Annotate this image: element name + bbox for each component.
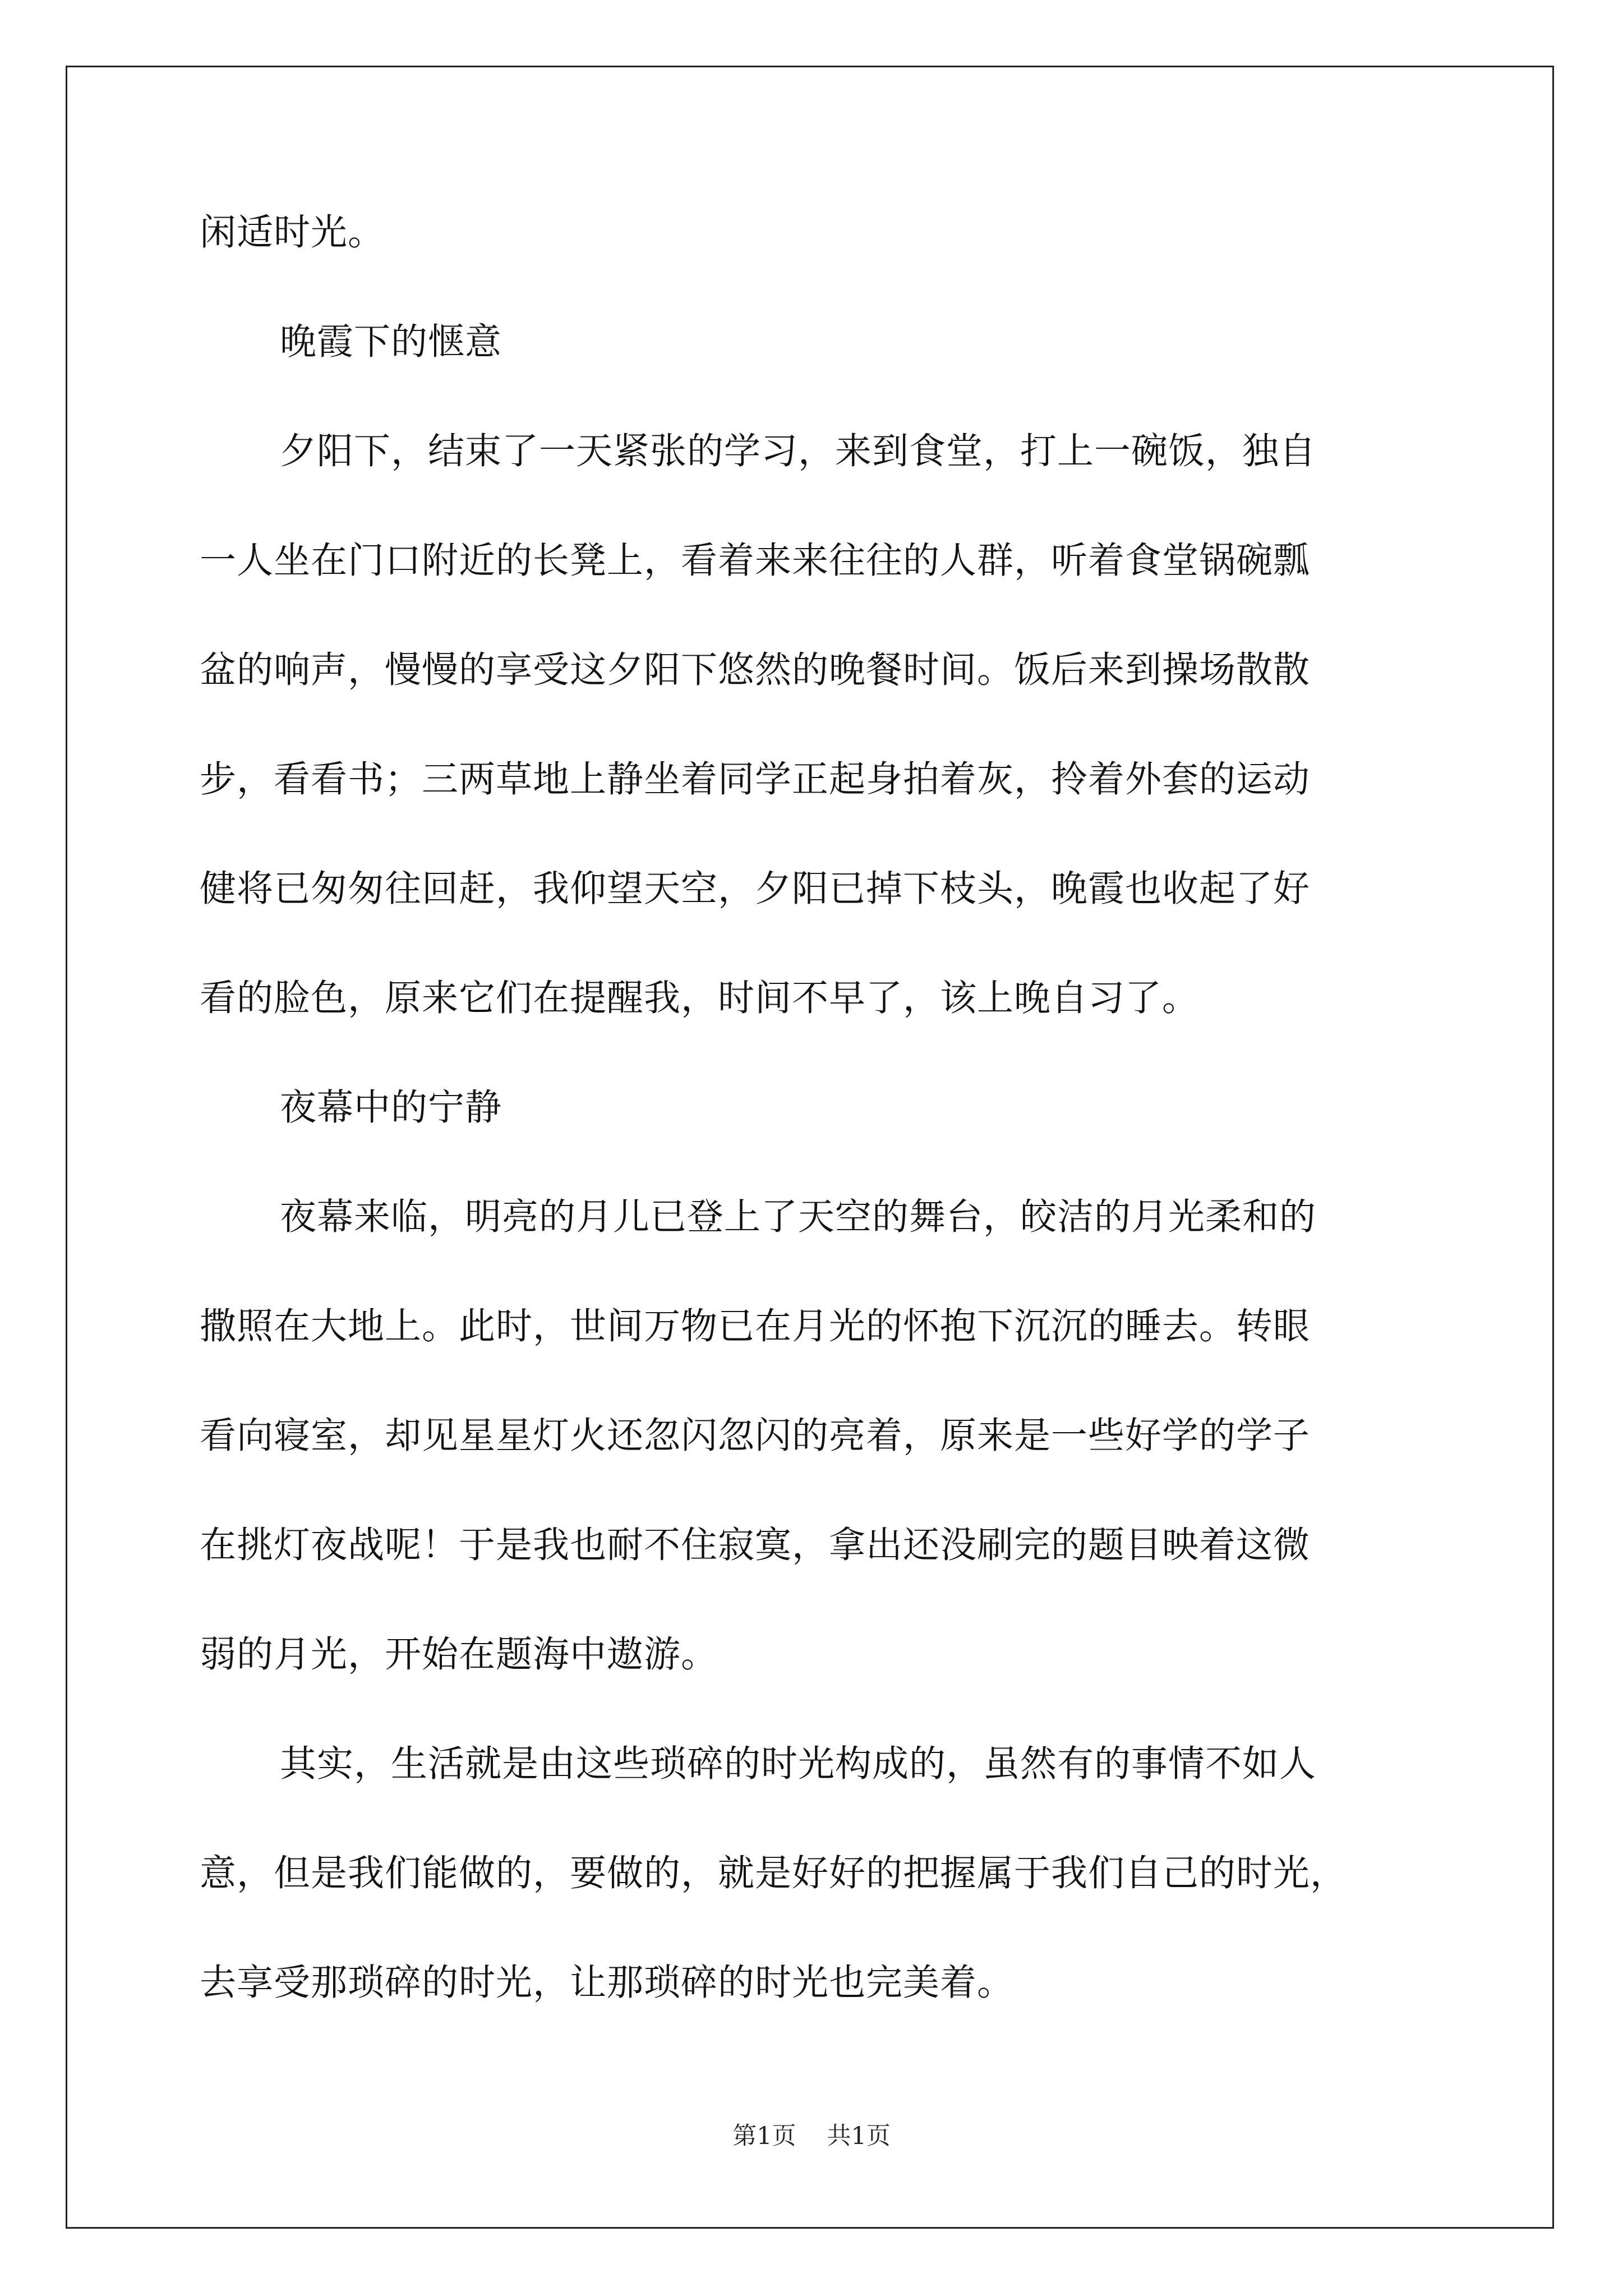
- text-line: 撒照在大地上。此时，世间万物已在月光的怀抱下沉沉的睡去。转眼: [200, 1305, 1311, 1347]
- text-line: 闲适时光。: [200, 211, 385, 254]
- page-number: 第1页: [732, 2122, 796, 2150]
- text-line: 步，看看书；三两草地上静坐着同学正起身拍着灰，拎着外套的运动: [200, 758, 1311, 800]
- text-line: 看的脸色，原来它们在提醒我，时间不早了，该上晚自习了。: [200, 977, 1200, 1019]
- text-line: 夕阳下，结束了一天紧张的学习，来到食堂，打上一碗饭，独自: [280, 430, 1317, 472]
- text-line: 健将已匆匆往回赶，我仰望天空，夕阳已掉下枝头，晚霞也收起了好: [200, 868, 1311, 910]
- text-line: 其实，生活就是由这些琐碎的时光构成的，虽然有的事情不如人: [280, 1743, 1317, 1785]
- text-line: 去享受那琐碎的时光，让那琐碎的时光也完美着。: [200, 1962, 1015, 2004]
- page-footer: [0, 2119, 1623, 2153]
- text-line: 意，但是我们能做的，要做的，就是好好的把握属于我们自己的时光，: [200, 1852, 1348, 1894]
- section-heading: 夜幕中的宁静: [280, 1087, 502, 1129]
- text-line: 一人坐在门口附近的长凳上，看着来来往往的人群，听着食堂锅碗瓢: [200, 540, 1311, 582]
- text-line: 弱的月光，开始在题海中遨游。: [200, 1634, 718, 1676]
- text-line: 夜幕来临，明亮的月儿已登上了天空的舞台，皎洁的月光柔和的: [280, 1196, 1317, 1238]
- text-line: 盆的响声，慢慢的享受这夕阳下悠然的晚餐时间。饭后来到操场散散: [200, 649, 1311, 691]
- text-line: 看向寝室，却见星星灯火还忽闪忽闪的亮着，原来是一些好学的学子: [200, 1415, 1311, 1457]
- text-line: 在挑灯夜战呢！于是我也耐不住寂寞，拿出还没刷完的题目映着这微: [200, 1524, 1311, 1566]
- page-total: 共1页: [827, 2122, 891, 2150]
- section-heading: 晚霞下的惬意: [280, 321, 502, 363]
